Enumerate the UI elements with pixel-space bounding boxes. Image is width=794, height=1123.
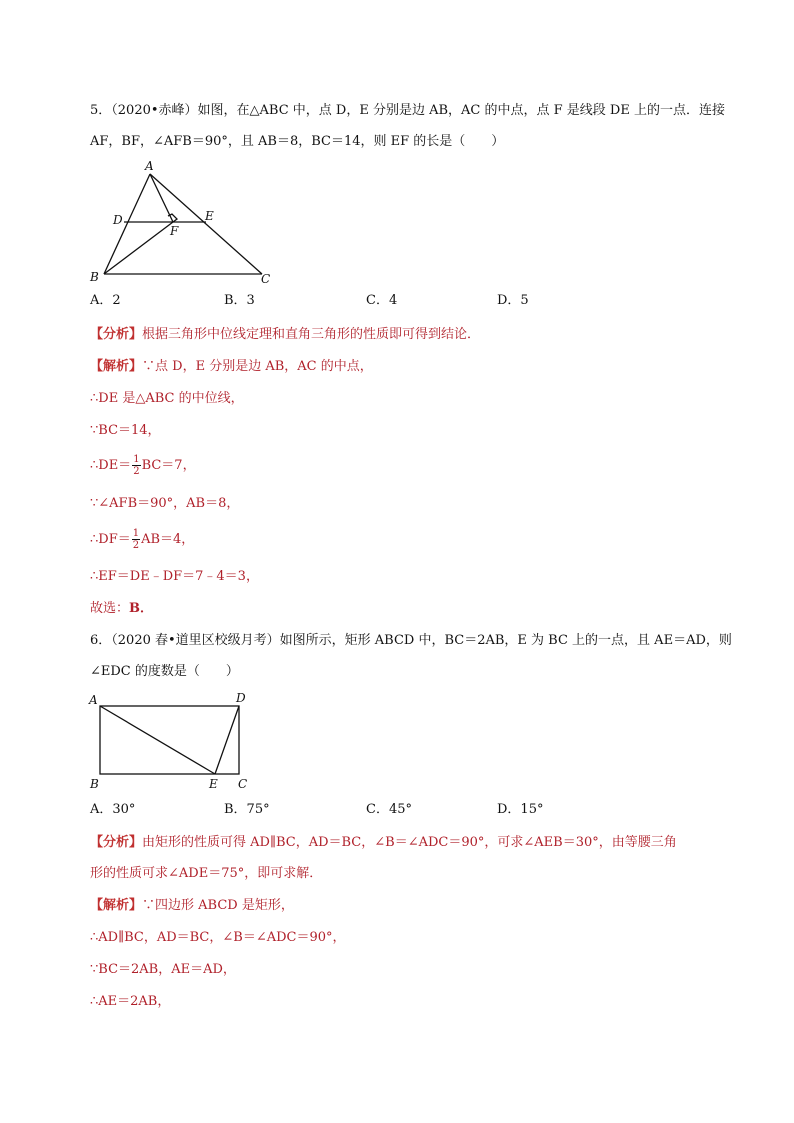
q6-stem-line1: 6．（2020 春•道里区校级月考）如图所示，矩形 ABCD 中，BC＝2AB，E 为 BC 上的一点，且 AE＝AD，则 <box>90 633 732 648</box>
q5-option-a: A．2 <box>90 293 121 308</box>
q5-solution-tag: 【解析】 <box>90 359 143 374</box>
q6-label-B: B <box>90 777 99 791</box>
q5-step-1: ∴DE 是△ABC 的中位线， <box>90 391 244 406</box>
q5-triangle-figure <box>84 158 284 293</box>
q6-option-c: C．45° <box>366 802 412 817</box>
q6-option-b: B．75° <box>224 802 270 817</box>
q5-stem-line1: 5．（2020•赤峰）如图，在△ABC 中，点 D，E 分别是边 AB，AC 的中点，点 F 是线段 DE 上的一点．连接 <box>90 103 725 118</box>
q6-step-2: ∵BC＝2AB，AE＝AD， <box>90 962 236 977</box>
q5-analysis-tag: 【分析】 <box>90 327 143 342</box>
q5-label-E: E <box>205 209 214 223</box>
q5-step-4: ∵∠AFB＝90°，AB＝8， <box>90 496 240 511</box>
q5-label-A: A <box>145 159 154 173</box>
q5-option-c: C．4 <box>366 293 398 308</box>
q6-stem-line2: ∠EDC 的度数是（ ） <box>90 664 239 679</box>
q5-label-B: B <box>90 270 99 284</box>
q6-label-E: E <box>209 777 218 791</box>
q5-solution-first: ∵点 D，E 分别是边 AB，AC 的中点， <box>142 359 373 374</box>
q6-step-3: ∴AE＝2AB， <box>90 994 171 1009</box>
q5-step-7: 故选：B． <box>90 601 154 616</box>
q5-label-C: C <box>261 272 271 286</box>
q5-analysis <box>90 325 480 345</box>
q5-stem-line2: AF，BF，∠AFB＝90°，且 AB＝8，BC＝14，则 EF 的长是（ ） <box>90 134 505 149</box>
q5-answer: B． <box>129 601 154 616</box>
q5-solution-intro <box>90 357 373 377</box>
fraction-half: $\frac{1}{2}$ <box>132 528 140 551</box>
q6-analysis-tag: 【分析】 <box>90 835 143 850</box>
q5-step-3: ∴DE＝ $\frac{1}{2}$ BC＝7， <box>90 454 196 477</box>
q6-option-a: A．30° <box>90 802 136 817</box>
q6-label-C: C <box>238 777 248 791</box>
q6-label-A: A <box>89 693 98 707</box>
q5-label-F: F <box>170 224 179 238</box>
q5-step-6: ∴EF＝DE﹣DF＝7﹣4＝3， <box>90 569 259 584</box>
q6-option-d: D．15° <box>497 802 544 817</box>
q6-solution-intro <box>90 896 294 916</box>
q6-step-1: ∴AD∥BC，AD＝BC，∠B＝∠ADC＝90°， <box>90 930 346 945</box>
q6-analysis-line2: 形的性质可求∠ADE＝75°，即可求解． <box>90 866 323 881</box>
q5-option-d: D．5 <box>497 293 529 308</box>
q5-analysis-text: 根据三角形中位线定理和直角三角形的性质即可得到结论． <box>142 327 481 342</box>
q5-label-D: D <box>113 213 123 227</box>
q5-step-5: ∴DF＝ $\frac{1}{2}$ AB＝4， <box>90 528 195 551</box>
q6-label-D: D <box>236 691 246 705</box>
q6-analysis-text-1: 由矩形的性质可得 AD∥BC，AD＝BC，∠B＝∠ADC＝90°，可求∠AEB＝30°，由等腰三角 <box>142 835 677 850</box>
fraction-half: $\frac{1}{2}$ <box>133 454 140 477</box>
q6-analysis-line1 <box>90 833 677 853</box>
q5-option-b: B．3 <box>224 293 255 308</box>
q5-step-2: ∵BC＝14， <box>90 423 161 438</box>
q6-solution-tag: 【解析】 <box>90 898 143 913</box>
q6-solution-first: ∵四边形 ABCD 是矩形， <box>142 898 294 913</box>
q6-rectangle-figure <box>84 688 264 798</box>
